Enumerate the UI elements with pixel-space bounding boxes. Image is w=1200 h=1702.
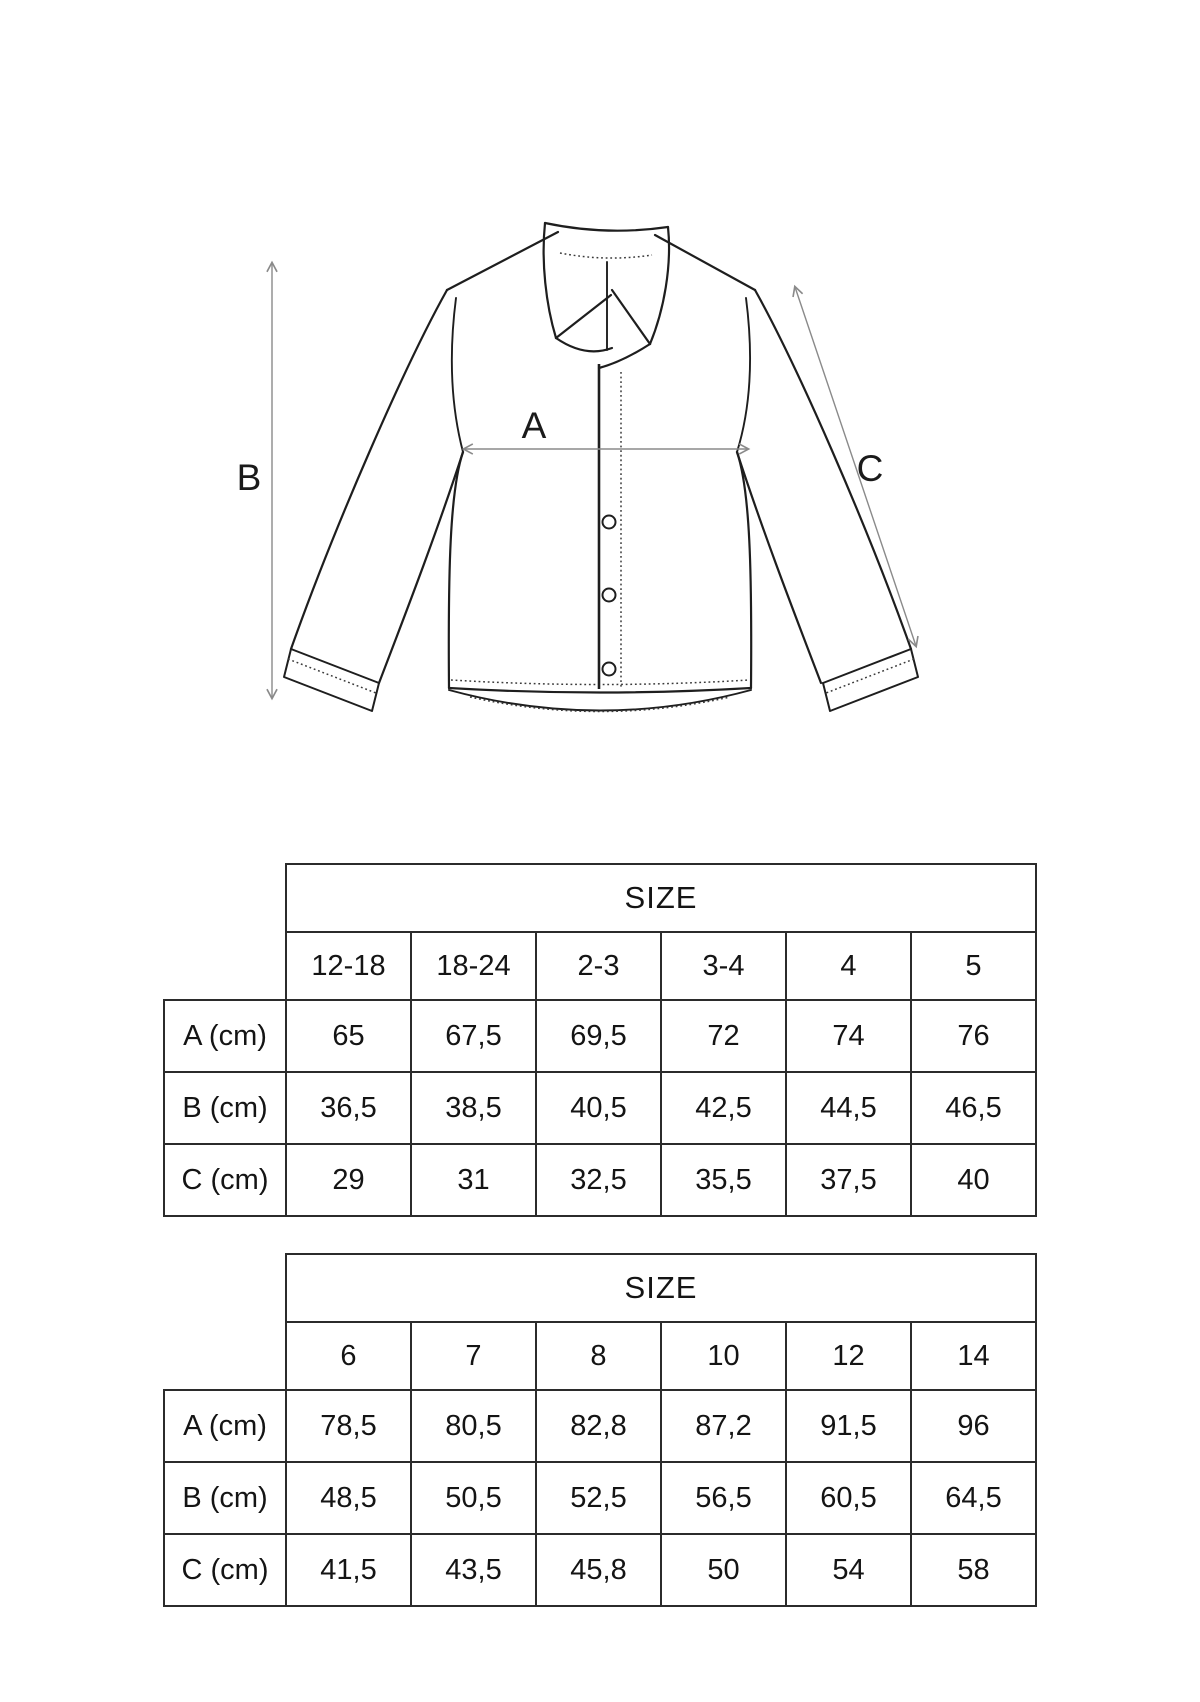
value-cell: 38,5 xyxy=(411,1072,536,1144)
corner-spacer xyxy=(164,1254,286,1322)
size-column-header: 2-3 xyxy=(536,932,661,1000)
shirt-collar xyxy=(544,223,669,368)
measurement-row xyxy=(164,1390,1036,1462)
row-label-cell: C (cm) xyxy=(164,1144,286,1216)
size-table-years xyxy=(163,1253,1037,1607)
value-cell: 91,5 xyxy=(786,1390,911,1462)
value-cell: 67,5 xyxy=(411,1000,536,1072)
measurement-row xyxy=(164,1072,1036,1144)
size-column-header: 14 xyxy=(911,1322,1036,1390)
size-column-header: 12-18 xyxy=(286,932,411,1000)
table-header-row xyxy=(164,864,1036,932)
value-cell: 74 xyxy=(786,1000,911,1072)
value-cell: 45,8 xyxy=(536,1534,661,1606)
stitch-lines xyxy=(288,253,914,712)
value-cell: 46,5 xyxy=(911,1072,1036,1144)
value-cell: 72 xyxy=(661,1000,786,1072)
corner-spacer xyxy=(164,864,286,932)
value-cell: 48,5 xyxy=(286,1462,411,1534)
button-icon xyxy=(603,589,616,602)
size-column-header: 12 xyxy=(786,1322,911,1390)
value-cell: 52,5 xyxy=(536,1462,661,1534)
measure-label-b: B xyxy=(236,457,262,498)
measurement-labels xyxy=(237,405,884,498)
button-icon xyxy=(603,663,616,676)
size-column-header: 10 xyxy=(661,1322,786,1390)
value-cell: 40,5 xyxy=(536,1072,661,1144)
value-cell: 41,5 xyxy=(286,1534,411,1606)
shirt-measurement-diagram xyxy=(0,0,1200,780)
measure-arrow-c xyxy=(795,287,916,646)
corner-spacer xyxy=(164,1322,286,1390)
value-cell: 69,5 xyxy=(536,1000,661,1072)
table-header-row xyxy=(164,1254,1036,1322)
size-column-header: 18-24 xyxy=(411,932,536,1000)
value-cell: 60,5 xyxy=(786,1462,911,1534)
measurement-row xyxy=(164,1534,1036,1606)
row-label-cell: A (cm) xyxy=(164,1000,286,1072)
row-label-cell: B (cm) xyxy=(164,1462,286,1534)
measurement-arrows xyxy=(272,263,916,698)
measure-label-c: C xyxy=(856,448,884,489)
value-cell: 58 xyxy=(911,1534,1036,1606)
value-cell: 65 xyxy=(286,1000,411,1072)
value-cell: 87,2 xyxy=(661,1390,786,1462)
shirt-flat-sketch xyxy=(0,0,1200,780)
value-cell: 80,5 xyxy=(411,1390,536,1462)
size-column-header: 3-4 xyxy=(661,932,786,1000)
size-header: SIZE xyxy=(286,864,1036,932)
corner-spacer xyxy=(164,932,286,1000)
value-cell: 40 xyxy=(911,1144,1036,1216)
value-cell: 50,5 xyxy=(411,1462,536,1534)
button-icon xyxy=(603,516,616,529)
size-column-header: 4 xyxy=(786,932,911,1000)
value-cell: 43,5 xyxy=(411,1534,536,1606)
value-cell: 36,5 xyxy=(286,1072,411,1144)
size-table-months xyxy=(163,863,1037,1217)
size-column-header: 6 xyxy=(286,1322,411,1390)
measure-label-a: A xyxy=(521,405,547,446)
value-cell: 35,5 xyxy=(661,1144,786,1216)
value-cell: 64,5 xyxy=(911,1462,1036,1534)
value-cell: 82,8 xyxy=(536,1390,661,1462)
value-cell: 76 xyxy=(911,1000,1036,1072)
value-cell: 37,5 xyxy=(786,1144,911,1216)
size-column-header: 5 xyxy=(911,932,1036,1000)
value-cell: 50 xyxy=(661,1534,786,1606)
value-cell: 31 xyxy=(411,1144,536,1216)
value-cell: 56,5 xyxy=(661,1462,786,1534)
row-label-cell: C (cm) xyxy=(164,1534,286,1606)
size-column-header: 7 xyxy=(411,1322,536,1390)
row-label-cell: B (cm) xyxy=(164,1072,286,1144)
value-cell: 29 xyxy=(286,1144,411,1216)
buttons xyxy=(603,516,616,676)
size-labels-row xyxy=(164,932,1036,1000)
measurement-row xyxy=(164,1462,1036,1534)
row-label-cell: A (cm) xyxy=(164,1390,286,1462)
value-cell: 42,5 xyxy=(661,1072,786,1144)
size-labels-row xyxy=(164,1322,1036,1390)
value-cell: 78,5 xyxy=(286,1390,411,1462)
size-column-header: 8 xyxy=(536,1322,661,1390)
value-cell: 44,5 xyxy=(786,1072,911,1144)
measurement-row xyxy=(164,1144,1036,1216)
value-cell: 32,5 xyxy=(536,1144,661,1216)
size-header: SIZE xyxy=(286,1254,1036,1322)
value-cell: 96 xyxy=(911,1390,1036,1462)
measurement-row xyxy=(164,1000,1036,1072)
value-cell: 54 xyxy=(786,1534,911,1606)
